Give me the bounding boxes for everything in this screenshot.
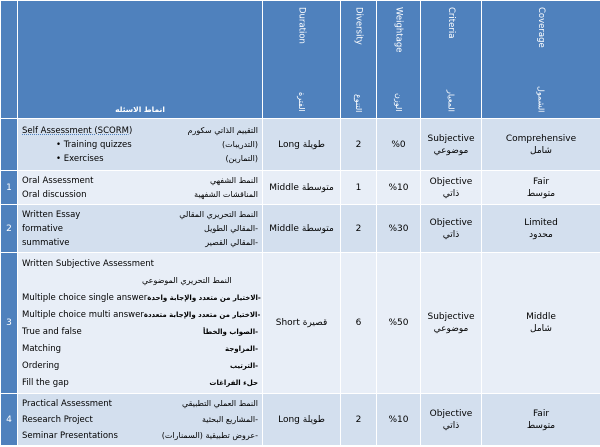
criteria-cell <box>421 205 482 253</box>
header-weightage-ar: الوزن <box>394 93 403 112</box>
pattern-en: Fill the gap <box>22 377 69 388</box>
pattern-line <box>18 374 262 391</box>
pattern-ar: -المشاريع البحثية <box>202 415 258 424</box>
coverage-ar: شامل <box>530 145 552 156</box>
header-weightage-cell <box>377 1 421 119</box>
pattern-ar: -المقالي الطويل <box>204 224 258 233</box>
diversity-cell: 1 <box>341 171 377 205</box>
pattern-en: summative <box>22 237 70 248</box>
coverage-en: Fair <box>532 408 550 419</box>
pattern-line <box>18 340 262 357</box>
coverage-cell <box>482 394 600 446</box>
header-criteria-en: Criteria <box>446 7 456 39</box>
pattern-cell <box>18 394 263 446</box>
row-number: 1 <box>1 171 18 205</box>
table-row <box>1 171 600 205</box>
pattern-ar: -الاختيار من متعدد والإجابة متعددة <box>143 310 261 319</box>
duration-cell: Middle متوسطة <box>263 205 341 253</box>
pattern-line <box>18 138 262 152</box>
row-number <box>1 119 18 171</box>
weightage-cell: %10 <box>377 394 421 446</box>
pattern-line <box>18 323 262 340</box>
pattern-ar: النمط الشفهي <box>209 176 258 185</box>
pattern-line <box>18 208 262 222</box>
pattern-ar: النمط التحريري المقالي <box>179 210 258 219</box>
duration-cell: Long طويلة <box>263 394 341 446</box>
pattern-en: Multiple choice multi answer <box>22 309 144 320</box>
pattern-line <box>18 428 262 444</box>
pattern-ar: -الترتيب <box>229 361 258 370</box>
header-diversity-cell <box>341 1 377 119</box>
criteria-cell <box>421 171 482 205</box>
coverage-ar: شامل <box>530 324 552 334</box>
pattern-line <box>18 306 262 323</box>
header-criteria-ar: المعيار <box>446 90 456 112</box>
coverage-cell <box>482 171 600 205</box>
pattern-cell <box>18 171 263 205</box>
duration-cell: Long طويلة <box>263 119 341 171</box>
pattern-en: Ordering <box>22 360 60 371</box>
header-patterns-cell <box>18 1 263 119</box>
pattern-line <box>18 152 262 166</box>
diversity-cell: 2 <box>341 119 377 171</box>
row-number: 4 <box>1 394 18 446</box>
header-criteria-cell <box>421 1 482 119</box>
pattern-en: Multiple choice single answer <box>22 292 148 303</box>
header-diversity-ar: التنوع <box>354 93 363 112</box>
table-row <box>1 394 600 446</box>
duration-cell: Short قصيرة <box>263 253 341 394</box>
table-row <box>1 253 600 394</box>
pattern-line <box>18 236 262 250</box>
criteria-cell <box>421 253 482 394</box>
header-coverage-en: Coverage <box>536 7 546 48</box>
header-diversity-en: Diversity <box>353 7 364 45</box>
pattern-line <box>18 188 262 202</box>
coverage-en: Middle <box>526 312 556 322</box>
pattern-en: Oral discussion <box>22 189 87 200</box>
header-coverage-cell <box>482 1 600 119</box>
pattern-en: Written Subjective Assessment <box>22 258 154 269</box>
pattern-ar: (التمارين) <box>225 154 258 163</box>
criteria-ar: ذاتي <box>442 188 460 199</box>
pattern-en: Written Essay <box>22 209 81 220</box>
coverage-en: Comprehensive <box>505 133 577 144</box>
coverage-en: Fair <box>532 176 550 187</box>
criteria-ar: ذاتي <box>442 229 460 240</box>
header-weightage-en: Weightage <box>393 7 404 53</box>
coverage-ar: متوسط <box>526 420 556 431</box>
pattern-en: Self Assessment (SCORM) <box>22 125 133 136</box>
diversity-cell: 2 <box>341 394 377 446</box>
weightage-cell: %50 <box>377 253 421 394</box>
coverage-cell <box>482 119 600 171</box>
pattern-ar: -الصواب والخطأ <box>203 327 258 336</box>
pattern-line <box>18 255 262 272</box>
criteria-en: Objective <box>429 176 473 187</box>
diversity-cell: 2 <box>341 205 377 253</box>
weightage-cell: %10 <box>377 171 421 205</box>
pattern-ar: -الاختيار من متعدد والإجابة واحدة <box>147 293 261 302</box>
criteria-en: Subjective <box>427 133 475 144</box>
criteria-ar: موضوعي <box>433 145 469 156</box>
header-num-cell <box>1 1 18 119</box>
pattern-en: Matching <box>22 343 62 354</box>
pattern-line <box>18 174 262 188</box>
criteria-cell <box>421 119 482 171</box>
pattern-en: Oral Assessment <box>22 175 94 186</box>
pattern-ar: التقييم الذاتي سكورم <box>187 126 258 135</box>
criteria-cell <box>421 394 482 446</box>
criteria-ar: موضوعي <box>433 324 469 334</box>
criteria-en: Subjective <box>427 312 475 322</box>
coverage-cell <box>482 205 600 253</box>
row-number: 2 <box>1 205 18 253</box>
pattern-ar: النمط العملي التطبيقي <box>181 399 258 408</box>
weightage-cell: %30 <box>377 205 421 253</box>
header-row <box>1 1 600 119</box>
criteria-en: Objective <box>429 408 473 419</box>
pattern-line <box>18 222 262 236</box>
pattern-ar: -المقالي القصير <box>205 238 258 247</box>
pattern-en: formative <box>22 223 63 234</box>
row-number: 3 <box>1 253 18 394</box>
coverage-en: Limited <box>524 217 558 228</box>
pattern-ar: النمط التحريري الموضوعي <box>142 276 232 285</box>
pattern-line <box>18 289 262 306</box>
pattern-en: Seminar Presentations <box>22 430 118 441</box>
pattern-line <box>18 412 262 428</box>
header-duration-ar: الفترة <box>297 92 306 112</box>
pattern-en: True and false <box>22 326 82 337</box>
pattern-ar: المناقشات الشفهية <box>194 190 258 199</box>
pattern-en: • Exercises <box>56 153 104 164</box>
pattern-cell <box>18 119 263 171</box>
pattern-ar: (التدريبات) <box>222 140 258 149</box>
coverage-cell <box>482 253 600 394</box>
header-patterns-label: انماط الاسئله <box>115 105 165 114</box>
pattern-line <box>18 272 262 289</box>
weightage-cell: %0 <box>377 119 421 171</box>
duration-cell: Middle متوسطة <box>263 171 341 205</box>
pattern-en: Research Project <box>22 414 93 425</box>
header-coverage-ar: الشمول <box>536 85 546 112</box>
pattern-en: • Training quizzes <box>56 139 132 150</box>
diversity-cell: 6 <box>341 253 377 394</box>
criteria-ar: ذاتي <box>442 420 460 431</box>
pattern-line <box>18 396 262 412</box>
pattern-line <box>18 124 262 138</box>
coverage-ar: متوسط <box>526 188 556 199</box>
pattern-cell <box>18 253 263 394</box>
header-duration-en: Duration <box>296 7 307 44</box>
pattern-ar: -عروض تطبيقية (السمنارات) <box>161 431 258 440</box>
pattern-cell <box>18 205 263 253</box>
pattern-line <box>18 357 262 374</box>
pattern-en: Practical Assessment <box>22 398 112 409</box>
pattern-ar: حلء الفراغات <box>209 378 258 387</box>
pattern-ar: -المزاوجة <box>224 344 258 353</box>
header-duration-cell <box>263 1 341 119</box>
table-row <box>1 205 600 253</box>
table-row <box>1 119 600 171</box>
criteria-en: Objective <box>429 217 473 228</box>
coverage-ar: محدود <box>529 229 553 240</box>
